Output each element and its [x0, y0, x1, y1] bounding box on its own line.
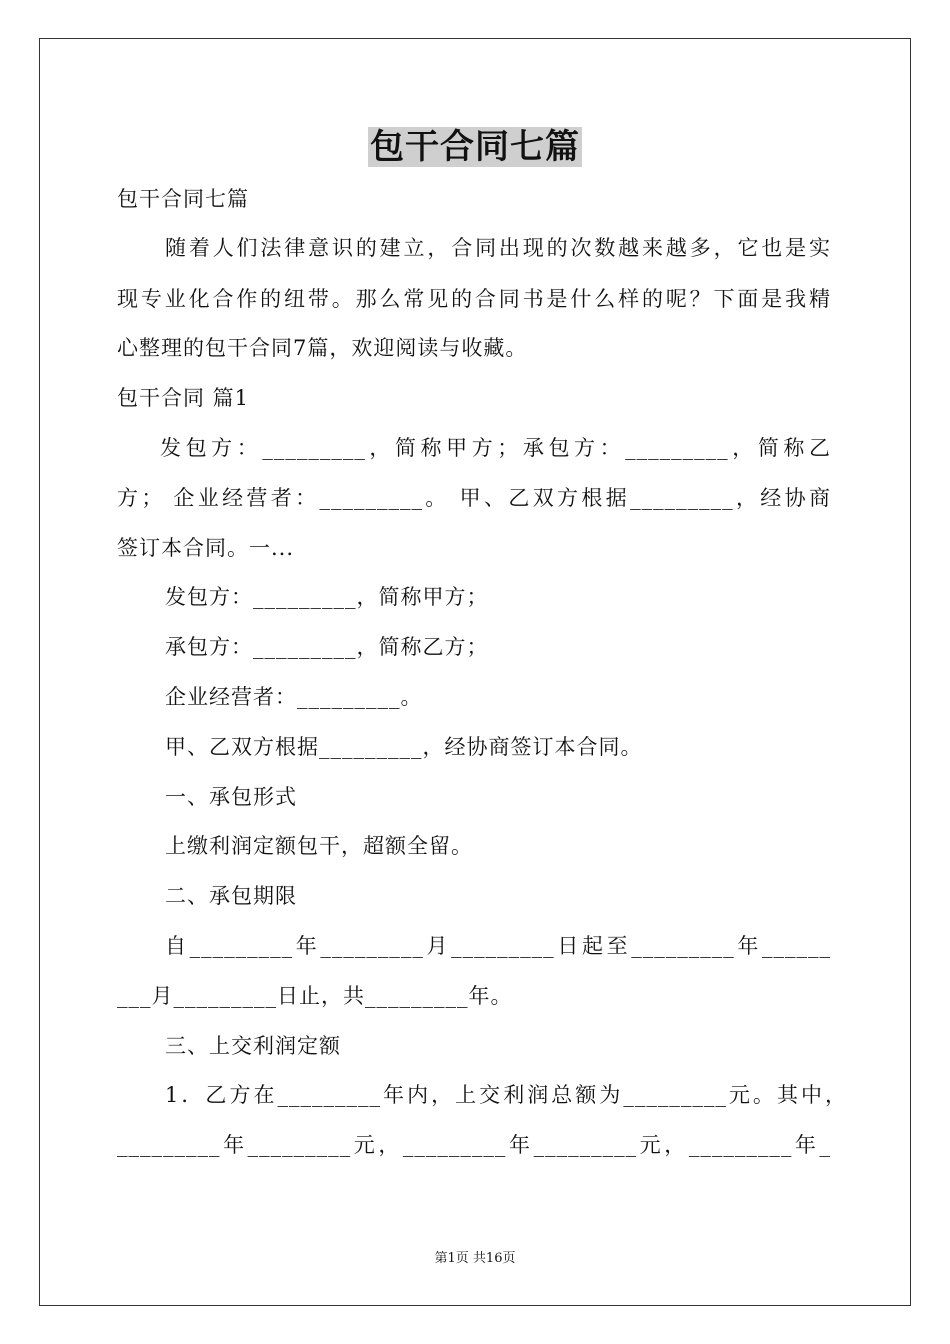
paragraph-line: 上缴利润定额包干，超额全留。	[165, 834, 473, 858]
paragraph-line: 1．乙方在_________年内，上交利润总额为_________元。其中，	[165, 1083, 847, 1107]
paragraph-line: 现专业化合作的纽带。那么常见的合同书是什么样的呢？下面是我精	[117, 287, 831, 311]
paragraph-line: 随着人们法律意识的建立，合同出现的次数越来越多，它也是实	[165, 236, 831, 260]
page-footer: 第1页 共16页	[434, 1251, 516, 1266]
paragraph-line: 心整理的包干合同7篇，欢迎阅读与收藏。	[117, 336, 528, 360]
paragraph-line: 甲、乙双方根据_________，经协商签订本合同。	[165, 735, 643, 759]
document-title	[0, 124, 950, 170]
paragraph-line: ___月_________日止，共_________年。	[117, 984, 513, 1008]
paragraph-line: 承包方：_________，简称乙方；	[165, 635, 489, 659]
clause-heading: 一、承包形式	[165, 785, 297, 809]
paragraph-line: 发包方：_________，简称甲方；承包方：_________，简称乙	[160, 436, 831, 460]
clause-heading: 三、上交利润定额	[165, 1034, 341, 1058]
paragraph-line: 企业经营者：_________。	[165, 685, 423, 709]
paragraph-line: 自_________年_________月_________日起至_________年______	[165, 934, 831, 958]
document-title-text: 包干合同七篇	[370, 127, 580, 167]
paragraph-line: 签订本合同。一...	[117, 536, 295, 560]
subtitle-line: 包干合同七篇	[117, 187, 249, 211]
section-heading: 包干合同 篇1	[117, 386, 250, 410]
paragraph-line: 发包方：_________，简称甲方；	[165, 585, 489, 609]
page-border	[39, 38, 911, 1306]
clause-heading: 二、承包期限	[165, 884, 297, 908]
paragraph-line: _________年_________元，_________年_________元，_________年_	[117, 1133, 831, 1157]
paragraph-line: 方； 企业经营者：_________。 甲、乙双方根据_________，经协商	[117, 486, 831, 510]
